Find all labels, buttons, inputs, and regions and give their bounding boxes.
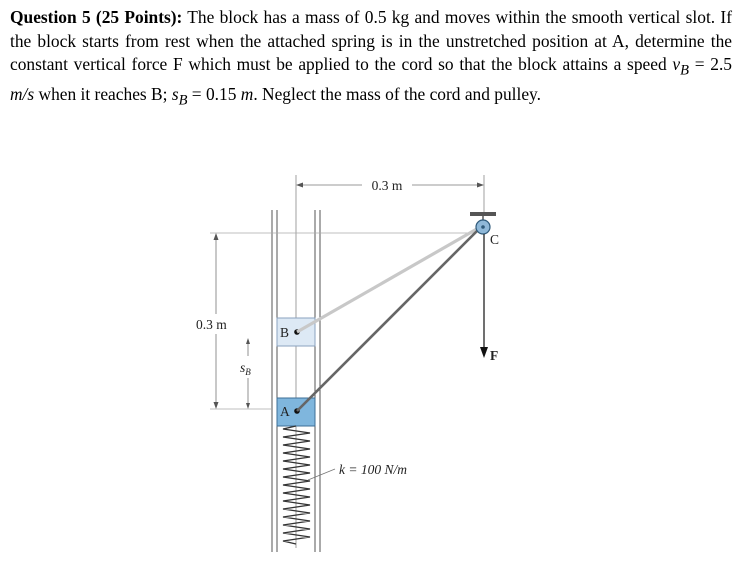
distance-subscript: B <box>178 92 188 109</box>
pulley-mount <box>470 212 496 216</box>
sb-arrow-top <box>246 338 250 344</box>
horizontal-dimension <box>296 175 484 548</box>
cord-to-a <box>297 226 482 411</box>
label-f: F <box>490 348 499 363</box>
sb-dimension <box>240 338 251 409</box>
speed-unit: m/s <box>10 83 35 104</box>
spring <box>283 426 310 544</box>
speed-equals: = 2.5 <box>688 54 732 74</box>
sb-label: $s_B$ <box>240 360 251 377</box>
question-text-part-1: The block has a mass of 0.5 kg and moves within the smooth vertical slot. If the block starts from rest when the attached spring is in the unstretched position at A, determine the constant vertical force F which must be applied to the cord so that the block attains a speed <box>10 7 732 74</box>
force-arrow-head <box>480 347 488 358</box>
distance-equals: = 0.15 <box>187 83 241 104</box>
speed-variable: v <box>672 54 681 74</box>
vertical-dimension <box>196 233 475 409</box>
cord-to-b <box>297 226 482 332</box>
label-c: C <box>490 232 500 247</box>
block-at-a <box>277 398 315 426</box>
label-k: k = 100 N/m <box>339 462 407 477</box>
label-b: B <box>280 325 290 340</box>
block-position-b <box>277 318 315 346</box>
spring-label-leader <box>308 469 335 480</box>
question-text-part-3: . Neglect the mass of the cord and pulley. <box>253 83 541 104</box>
dim-arrow-bottom <box>214 402 219 409</box>
dim-arrow-right <box>477 183 484 188</box>
force-f <box>480 234 498 363</box>
question-heading: Question 5 (25 Points): <box>10 7 183 27</box>
speed-subscript: B <box>680 62 689 79</box>
sb-arrow-bottom <box>246 403 250 409</box>
question-text-part-2: when it reaches B; <box>34 83 172 104</box>
dim-arrow-left <box>296 183 303 188</box>
dim-arrow-top <box>214 233 219 240</box>
distance-variable: s <box>171 83 179 104</box>
dim-vertical-label: 0.3 m <box>196 317 227 332</box>
spring-coil <box>283 426 310 544</box>
pulley-hub <box>481 225 485 229</box>
dim-horizontal-label: 0.3 m <box>371 178 403 193</box>
label-a: A <box>280 404 290 419</box>
distance-unit: m <box>240 83 254 104</box>
